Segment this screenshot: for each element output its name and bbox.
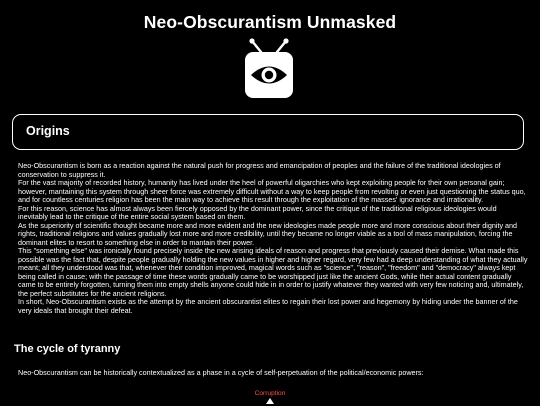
origins-paragraph: Neo-Obscurantism is born as a reaction against the natural push for progress and emancipation of peoples and the failure of the traditional ideologies of conservation to suppress it. [18,161,501,179]
origins-card [12,114,524,150]
cycle-heading: The cycle of tyranny [14,343,121,355]
cycle-intro: Neo-Obscurantism can be historically contextualized as a phase in a cycle of self-perpetuation of the political/economic powers: [18,368,424,377]
tv-eye-icon [244,38,294,100]
origins-paragraph: In short, Neo-Obscurantism exists as the attempt by the ancient obscurantist elites to regain their lost power and hegemony by hiding under the banner of the very ideals that brought their defeat. [18,297,518,315]
origins-paragraph: As the superiority of scientific thought became more and more evident and the new ideologies made people more and more conscious about their dignity and rights, traditional religions and values gradually lost more and more credibility, until they became no longer viable as a tool of mass manipulation, forcing the dominant elites to resort to something else in order to mantain their power. [18,220,518,247]
origins-paragraph: For the vast majority of recorded history, humanity has lived under the heel of powerful oligarchies who kept exploiting people for their own personal gain; however, mantaining this system through sheer force was extremely difficult without a way to keep people from revolting or even just questioning the status quo, and for countless centuries religion has been the main way to achieve this result through the exploitation of the masses' ignorance and irrationality. [18,178,526,204]
origins-heading: Origins [26,124,70,138]
cycle-node-corruption: Corruption [254,390,286,397]
origins-paragraph: This "something else" was ironically found precisely inside the new arising ideals of reason and progress that previously caused their demise. What made this possible was the fact that, despite people gradually holding the new values in higher and higher regard, very few had a deep understanding of what they actually meant; all they understood was that, whenever their condition improved, magical words such as "science", "reason", "freedom" and "democracy" always kept being called in cause; with the passage of time these words gradually came to be worshipped just like the ancient Gods, while their actual content gradually came to be entirely forgotten, turning them into empty shells anyone could hide in in order to justify whatever they wanted with very few noticing and, ultimately, the perfect substitutes for the ancient religions. [18,246,528,298]
page-title: Neo-Obscurantism Unmasked [143,12,397,32]
origins-text [18,162,528,315]
origins-paragraph: For this reason, science has almost always been fiercely opposed by the dominant power, since the critique of the traditional religious ideologies would inevitably lead to the critique of the entire social system based on them. [18,203,497,221]
